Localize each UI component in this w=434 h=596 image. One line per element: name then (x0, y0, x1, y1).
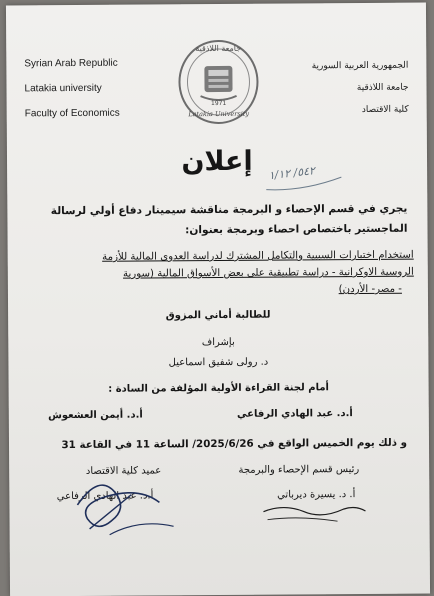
thesis-subject (102, 247, 414, 300)
supervisor-name: د. رولى شفيق اسماعيل (168, 356, 269, 369)
subject-line-3: - مصر- الأردن) (338, 283, 402, 296)
intro-line-1: يجري في قسم الإحصاء و البرمجة مناقشة سيمينار دفاع أولي لرسالة (50, 202, 408, 218)
handwritten-number: ٥٤٢/ ١/١٢ (268, 164, 316, 183)
committee-label: أمام لجنة القراءة الأولية المؤلفة من السادة : (108, 382, 330, 395)
page-title: إعلان (181, 145, 253, 178)
announcement-sheet (6, 3, 430, 596)
seal-text-bottom: Latakia University (188, 109, 250, 119)
student-name: للطالبة أماني المزوق (165, 309, 271, 322)
header-english-line-1: Syrian Arab Republic (24, 57, 118, 70)
header-english-line-3: Faculty of Economics (24, 107, 120, 120)
subject-line-1: استخدام اختبارات السببية والتكامل المشترك لدراسة العدوى المالية للأزمة (102, 249, 414, 263)
header-english (24, 50, 175, 126)
seal-year: 1971 (210, 99, 227, 108)
header-arabic-line-1: الجمهورية العربية السورية (311, 60, 409, 72)
header-arabic (278, 55, 408, 122)
dean-name: أ.د. عبد الهادي الرفاعي (56, 490, 154, 503)
supervision-label: بإشراف (201, 336, 235, 349)
subject-line-2: الروسية الاوكرانية - دراسة تطبيقية على بعض الأسواق المالية (سورية (122, 266, 414, 280)
department-head-signature (259, 497, 369, 528)
schedule-line: و ذلك يوم الخميس الواقع في 2025/6/26/ الساعة 11 في القاعة 31 (61, 436, 408, 452)
seal-text-top: جامعة اللاذقية (195, 43, 242, 54)
dean-title: عميد كلية الاقتصاد (85, 465, 162, 477)
committee-member-1: أ.د. عبد الهادي الرفاعي (236, 408, 353, 420)
header-arabic-line-2: جامعة اللاذقية (356, 82, 409, 94)
university-seal (176, 38, 261, 127)
department-head-name: أ. د. يسيرة ديرباتي (277, 489, 356, 501)
dean-signature (69, 474, 189, 545)
department-head-title: رئيس قسم الإحصاء والبرمجة (238, 464, 360, 476)
committee-member-2: أ.د. أيمن العشعوش (48, 409, 143, 422)
intro-paragraph (51, 199, 408, 241)
header-arabic-line-3: كلية الاقتصاد (361, 104, 409, 115)
intro-line-2: الماجستير باختصاص احصاء وبرمجة بعنوان: (185, 222, 408, 237)
header-english-line-2: Latakia university (24, 82, 102, 95)
